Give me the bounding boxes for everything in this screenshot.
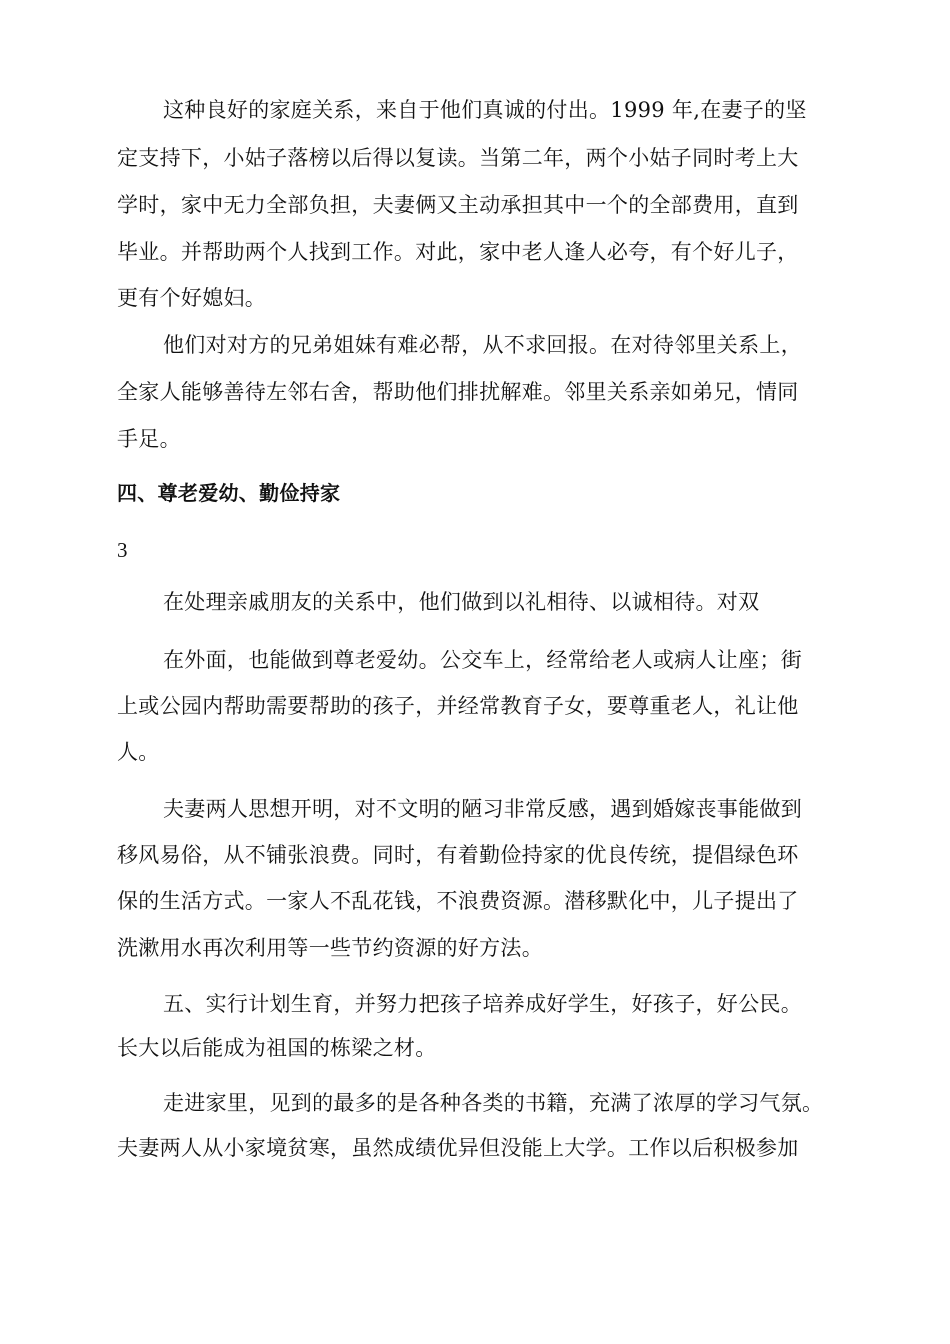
text-line: 在外面，也能做到尊老爱幼。公交车上，经常给老人或病人让座；街: [163, 648, 802, 672]
text-line: 全家人能够善待左邻右舍，帮助他们排扰解难。邻里关系亲如弟兄，情同: [117, 380, 799, 404]
text-line: 走进家里，见到的最多的是各种各类的书籍，充满了浓厚的学习气氛。: [163, 1091, 824, 1115]
text-line: 夫妻两人思想开明，对不文明的陋习非常反感，遇到婚嫁丧事能做到: [163, 797, 802, 821]
text-line: 保的生活方式。一家人不乱花钱，不浪费资源。潜移默化中，儿子提出了: [117, 889, 799, 913]
text-line: 这种良好的家庭关系，来自于他们真诚的付出。1999 年,在妻子的坚: [163, 98, 807, 122]
text-line: 学时，家中无力全部负担，夫妻俩又主动承担其中一个的全部费用，直到: [117, 193, 799, 217]
text-line: 上或公园内帮助需要帮助的孩子，并经常教育子女，要尊重老人，礼让他: [117, 694, 799, 718]
text-line: 定支持下，小姑子落榜以后得以复读。当第二年，两个小姑子同时考上大: [117, 146, 799, 170]
text-line: 洗漱用水再次利用等一些节约资源的好方法。: [117, 936, 543, 960]
text-line: 长大以后能成为祖国的栋梁之材。: [117, 1036, 437, 1060]
text-line: 在处理亲戚朋友的关系中，他们做到以礼相待、以诚相待。对双: [163, 590, 760, 614]
text-line: 五、实行计划生育，并努力把孩子培养成好学生，好孩子，好公民。: [163, 992, 802, 1016]
text-line: 手足。: [117, 427, 181, 451]
text-line: 毕业。并帮助两个人找到工作。对此，家中老人逢人必夸，有个好儿子，: [117, 240, 799, 264]
text-line: 夫妻两人从小家境贫寒，虽然成绩优异但没能上大学。工作以后积极参加: [117, 1136, 799, 1160]
text-line: 更有个好媳妇。: [117, 286, 267, 310]
section-heading: 四、尊老爱幼、勤俭持家: [117, 481, 341, 505]
page-number: 3: [117, 538, 128, 562]
text-line: 他们对对方的兄弟姐妹有难必帮，从不求回报。在对待邻里关系上，: [163, 333, 802, 357]
text-line: 人。: [117, 740, 160, 764]
text-line: 移风易俗，从不铺张浪费。同时，有着勤俭持家的优良传统，提倡绿色环: [117, 843, 799, 867]
